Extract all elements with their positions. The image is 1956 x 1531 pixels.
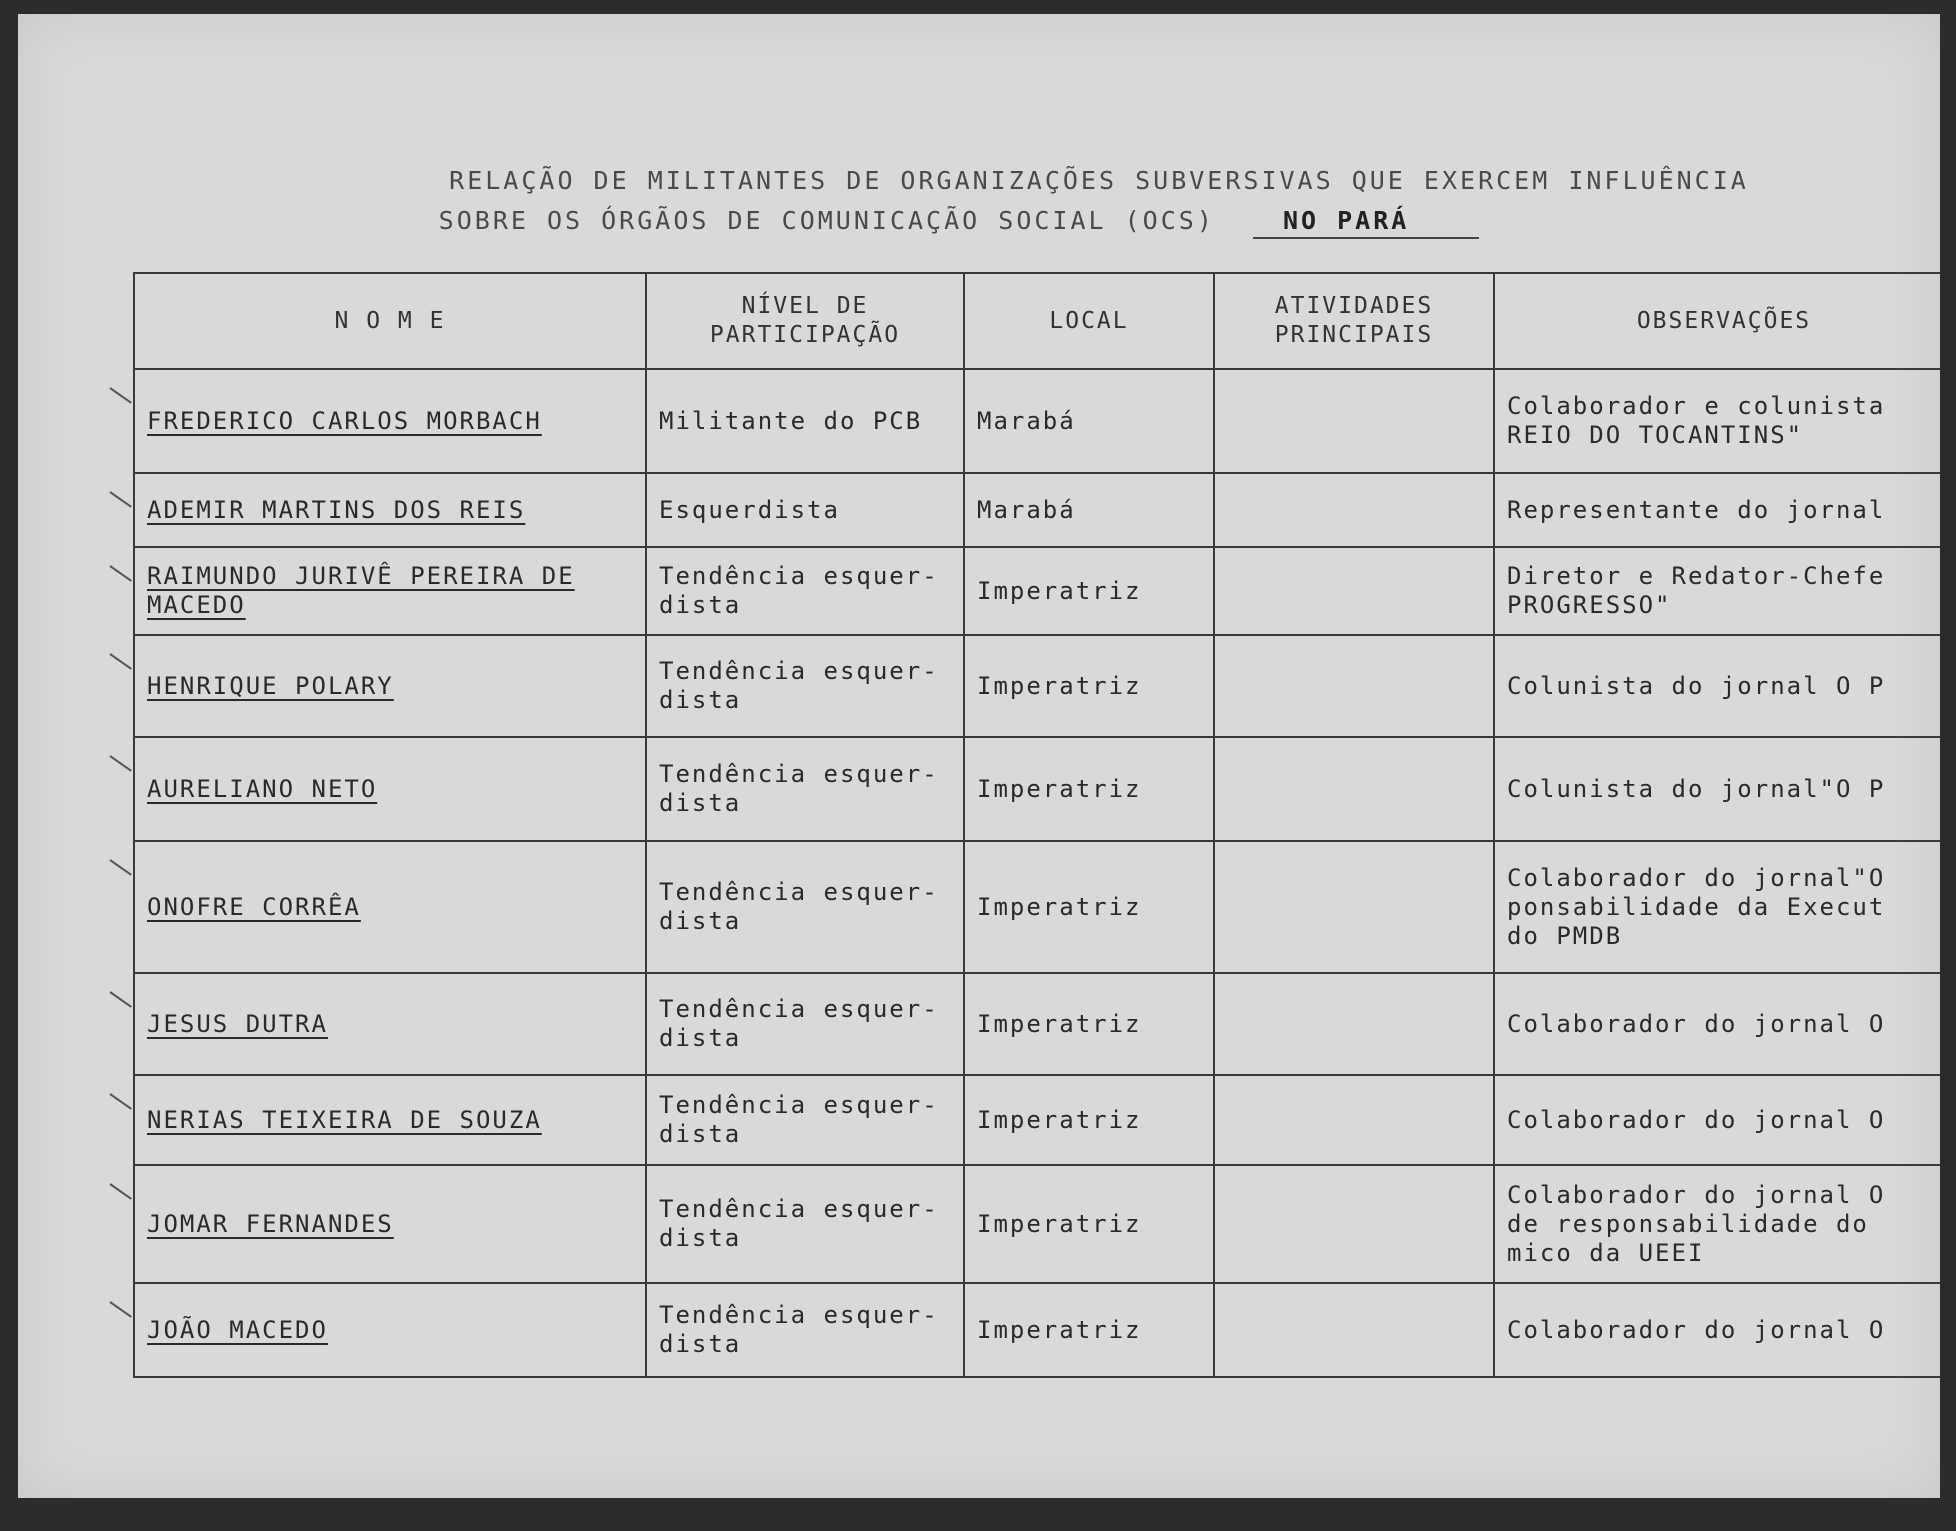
cell-nivel: Tendência esquer- dista (646, 1165, 964, 1283)
cell-nome (134, 973, 646, 1075)
cell-atividades (1214, 369, 1494, 473)
cell-nivel: Tendência esquer- dista (646, 841, 964, 973)
cell-local: Imperatriz (964, 737, 1214, 841)
cell-observacoes: Colaborador e colunista REIO DO TOCANTINS" (1494, 369, 1940, 473)
militant-name: HENRIQUE POLARY (147, 671, 394, 700)
cell-local: Imperatriz (964, 973, 1214, 1075)
header-observacoes: OBSERVAÇÕES (1494, 273, 1940, 369)
check-mark-icon (109, 755, 131, 772)
check-mark-icon (109, 991, 131, 1008)
cell-nome (134, 841, 646, 973)
militant-name: JOMAR FERNANDES (147, 1209, 394, 1238)
cell-atividades (1214, 1165, 1494, 1283)
cell-observacoes: Colaborador do jornal O (1494, 1283, 1940, 1377)
table-row (134, 1283, 1940, 1377)
document-title-line2 (18, 206, 1920, 235)
cell-atividades (1214, 841, 1494, 973)
cell-observacoes: Diretor e Redator-Chefe PROGRESSO" (1494, 547, 1940, 635)
militants-table (133, 272, 1940, 1378)
cell-observacoes: Colaborador do jornal"O ponsabilidade da Execut do PMDB (1494, 841, 1940, 973)
cell-atividades (1214, 1075, 1494, 1165)
militant-name: ONOFRE CORRÊA (147, 892, 361, 921)
table-row (134, 737, 1940, 841)
militant-name: JESUS DUTRA (147, 1009, 328, 1038)
militant-name: FREDERICO CARLOS MORBACH (147, 406, 542, 435)
cell-atividades (1214, 635, 1494, 737)
cell-local: Marabá (964, 369, 1214, 473)
header-nome: N O M E (134, 273, 646, 369)
cell-local: Imperatriz (964, 841, 1214, 973)
check-mark-icon (109, 1301, 131, 1318)
cell-nivel: Tendência esquer- dista (646, 1075, 964, 1165)
table-row (134, 1165, 1940, 1283)
document-title-line1: RELAÇÃO DE MILITANTES DE ORGANIZAÇÕES SUBVERSIVAS QUE EXERCEM INFLUÊNCIA (449, 166, 1749, 195)
document-sheet (18, 14, 1940, 1498)
militant-name: NERIAS TEIXEIRA DE SOUZA (147, 1105, 542, 1134)
table-row (134, 635, 1940, 737)
cell-local: Imperatriz (964, 635, 1214, 737)
cell-observacoes: Colaborador do jornal O de responsabilidade do mico da UEEI (1494, 1165, 1940, 1283)
check-mark-icon (109, 859, 131, 876)
cell-nivel: Tendência esquer- dista (646, 635, 964, 737)
cell-nome (134, 547, 646, 635)
check-mark-icon (109, 653, 131, 670)
cell-local: Imperatriz (964, 1283, 1214, 1377)
document-title-state: NO PARÁ (1253, 206, 1479, 239)
cell-atividades (1214, 737, 1494, 841)
check-mark-icon (109, 387, 131, 404)
cell-nome (134, 369, 646, 473)
check-mark-icon (109, 565, 131, 582)
militant-name: ADEMIR MARTINS DOS REIS (147, 495, 526, 524)
cell-observacoes: Colunista do jornal"O P (1494, 737, 1940, 841)
table-row (134, 1075, 1940, 1165)
table-row (134, 369, 1940, 473)
cell-nivel: Esquerdista (646, 473, 964, 547)
cell-nome (134, 1283, 646, 1377)
cell-nivel: Tendência esquer- dista (646, 973, 964, 1075)
check-mark-icon (109, 1093, 131, 1110)
table-row (134, 473, 1940, 547)
cell-nivel: Militante do PCB (646, 369, 964, 473)
cell-observacoes: Colaborador do jornal O (1494, 1075, 1940, 1165)
header-nivel: NÍVEL DE PARTICIPAÇÃO (646, 273, 964, 369)
cell-atividades (1214, 473, 1494, 547)
cell-observacoes: Representante do jornal (1494, 473, 1940, 547)
cell-nivel: Tendência esquer- dista (646, 1283, 964, 1377)
cell-observacoes: Colaborador do jornal O (1494, 973, 1940, 1075)
cell-atividades (1214, 547, 1494, 635)
table-header-row (134, 273, 1940, 369)
cell-observacoes: Colunista do jornal O P (1494, 635, 1940, 737)
cell-nome (134, 635, 646, 737)
check-mark-icon (109, 491, 131, 508)
militant-name: AURELIANO NETO (147, 774, 378, 803)
cell-local: Marabá (964, 473, 1214, 547)
cell-atividades (1214, 1283, 1494, 1377)
cell-local: Imperatriz (964, 1165, 1214, 1283)
cell-nivel: Tendência esquer- dista (646, 737, 964, 841)
header-local: LOCAL (964, 273, 1214, 369)
cell-nome (134, 473, 646, 547)
cell-local: Imperatriz (964, 547, 1214, 635)
cell-nome (134, 737, 646, 841)
table-row (134, 973, 1940, 1075)
header-atividades: ATIVIDADES PRINCIPAIS (1214, 273, 1494, 369)
table-row (134, 547, 1940, 635)
cell-local: Imperatriz (964, 1075, 1214, 1165)
cell-nome (134, 1075, 646, 1165)
document-title-text: SOBRE OS ÓRGÃOS DE COMUNICAÇÃO SOCIAL (OCS) (438, 206, 1215, 235)
militant-name: RAIMUNDO JURIVÊ PEREIRA DE MACEDO (147, 562, 575, 619)
cell-nivel: Tendência esquer- dista (646, 547, 964, 635)
militant-name: JOÃO MACEDO (147, 1315, 328, 1344)
check-mark-icon (109, 1183, 131, 1200)
cell-atividades (1214, 973, 1494, 1075)
table-row (134, 841, 1940, 973)
cell-nome (134, 1165, 646, 1283)
